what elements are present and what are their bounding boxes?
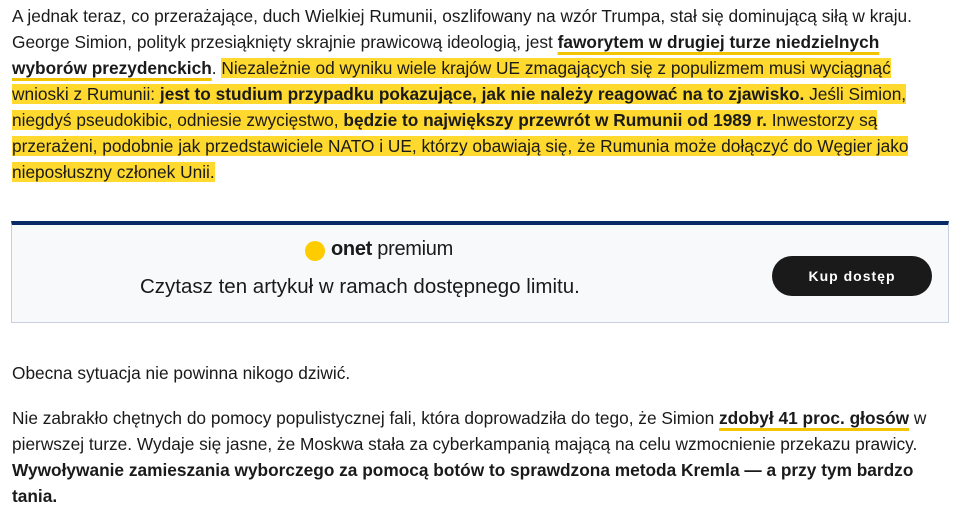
paywall-message: Czytasz ten artykuł w ramach dostępnego limitu. — [140, 275, 580, 298]
text-segment: A jednak teraz, co przerażające, duch Wielkiej Rumunii, oszlifowany na wzór Trumpa, stał się dominującą siłą w kraju. George Simion, polityk przesiąknięty skrajnie prawicową ideologią, jest — [12, 6, 912, 52]
text-segment: Niezależnie od wyniku wiele krajów UE zmagających się z populizmem musi wyciągnąć wnioski z Rumunii: — [12, 58, 891, 104]
article-paragraph-2: Obecna sytuacja nie powinna nikogo dziwić. — [12, 363, 351, 383]
brand-light: premium — [377, 237, 453, 260]
link-41-percent-votes[interactable]: zdobył 41 proc. głosów — [719, 408, 910, 428]
bold-text: będzie to największy przewrót w Rumunii od 1989 r. — [343, 110, 767, 130]
bold-text: jest to studium przypadku pokazujące, jak nie należy reagować na to zjawisko. — [159, 84, 805, 104]
article-paragraph-3 — [12, 405, 947, 509]
text-segment: Nie zabrakło chętnych do pomocy populistycznej fali, która doprowadziła do tego, że Simion — [12, 408, 719, 428]
buy-access-button[interactable]: Kup dostęp — [772, 256, 932, 296]
text-segment: Inwestorzy są przerażeni, podobnie jak przedstawiciele NATO i UE, którzy obawiają się, że Rumunia może dołączyć do Węgier jako nieposłuszny członek Unii. — [12, 110, 909, 182]
link-favorite-second-round[interactable]: faworytem w drugiej turze niedzielnych wyborów prezydenckich — [12, 32, 880, 78]
brand-bold: onet — [331, 237, 373, 260]
onet-dot-icon — [305, 241, 325, 261]
article-paragraph-1 — [12, 3, 947, 185]
paywall-box — [11, 221, 949, 323]
bold-text: Wywoływanie zamieszania wyborczego za pomocą botów to sprawdzona metoda Kremla — a przy tym bardzo tania. — [12, 460, 914, 506]
text-segment: Jeśli Simion, niegdyś pseudokibic, odniesie zwycięstwo, — [12, 84, 907, 130]
brand-name — [331, 238, 453, 261]
text-segment: . — [211, 58, 222, 78]
onet-premium-logo — [305, 237, 453, 261]
text-segment: w pierwszej turze. Wydaje się jasne, że Moskwa stała za cyberkampanią mającą na celu wzmocnienie przekazu prawicy. — [12, 408, 927, 454]
